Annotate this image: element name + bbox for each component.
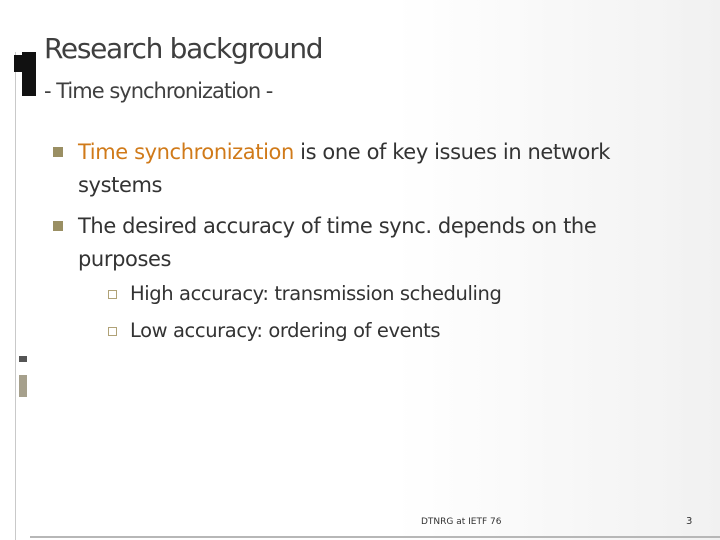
bottom-left-notch [15, 528, 16, 540]
title-accent-bar-large [22, 52, 36, 96]
footer-text: DTNRG at IETF 76 [421, 517, 502, 527]
bullet-item [52, 136, 672, 202]
side-accent-dark [19, 356, 27, 362]
slide-title: Research background [44, 32, 323, 65]
sub-bullet-item [106, 278, 672, 310]
slide-subtitle: - Time synchronization - [44, 79, 273, 103]
bullet-text: The desired accuracy of time sync. depends on the purposes [78, 214, 597, 271]
hollow-square-bullet-icon [108, 327, 117, 336]
square-bullet-icon [53, 147, 63, 157]
page-number: 3 [686, 516, 693, 527]
sub-bullet-text: High accuracy: transmission scheduling [130, 282, 502, 305]
sub-bullet-item [106, 315, 672, 347]
bottom-rule-line [30, 536, 720, 538]
left-rule-line [15, 52, 16, 530]
bullet-item [52, 210, 672, 347]
title-accent-bar-small [14, 55, 22, 72]
slide-content [52, 136, 672, 355]
side-accent-tan [19, 375, 27, 397]
square-bullet-icon [53, 221, 63, 231]
bullet-text: is one of key issues in network systems [78, 140, 610, 197]
sub-bullet-text: Low accuracy: ordering of events [130, 319, 441, 342]
hollow-square-bullet-icon [108, 290, 117, 299]
sub-bullet-list [78, 278, 672, 347]
highlighted-term: Time synchronization [78, 140, 294, 164]
